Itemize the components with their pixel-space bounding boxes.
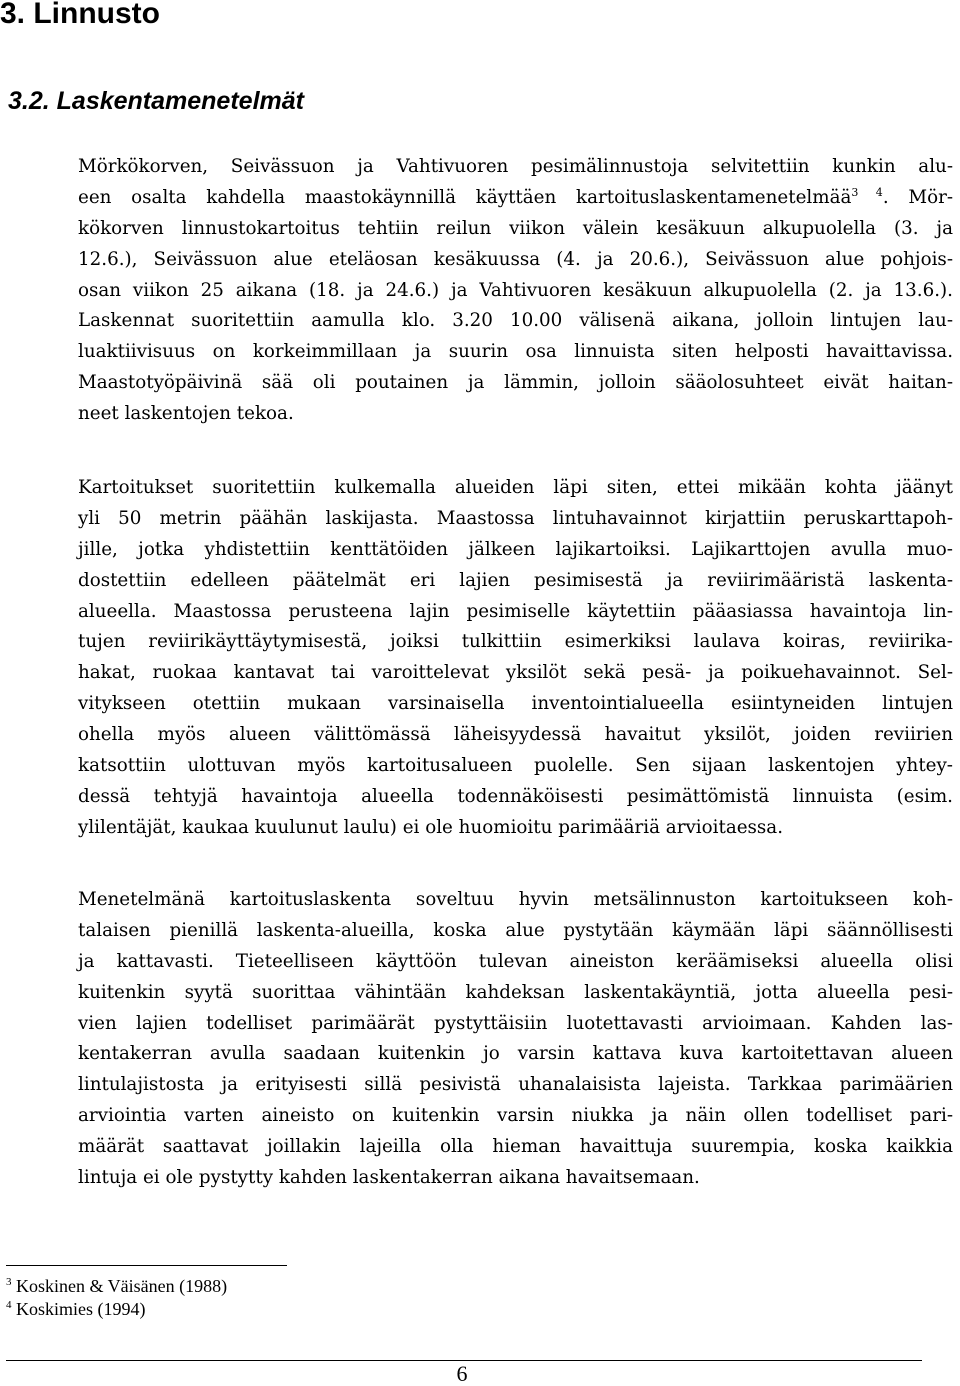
text-line: Kartoitukset suoritettiin kulkemalla alueiden läpi siten, ettei mikään kohta jäänyt [78, 477, 953, 498]
text-line: ohella myös alueen välittömässä läheisyydessä havaitut yksilöt, joiden reviirien [78, 724, 953, 746]
text-line: dostettiin edelleen päätelmät eri lajien pesimisestä ja reviirimääristä laskenta- [78, 569, 953, 591]
paragraph-methods-timing [78, 152, 953, 430]
chapter-heading: 3. Linnusto [0, 0, 160, 30]
text-line: hakat, ruokaa kantavat tai varoittelevat yksilöt sekä pesä- ja poikuehavainnot. Sel- [78, 662, 953, 684]
page-number: 6 [456, 1361, 468, 1386]
paragraph-mapping-procedure [78, 473, 953, 844]
text-line: vien lajien todelliset parimäärät pystyttäisiin luotettavasti arvioimaan. Kahden las- [78, 1012, 953, 1034]
text-line: Menetelmänä kartoituslaskenta soveltuu hyvin metsälinnuston kartoitukseen koh- [78, 889, 953, 910]
text-line: yli 50 metrin päähän laskijasta. Maastossa lintuhavainnot kirjattiin peruskarttapoh- [78, 507, 953, 529]
text-line: ylilentäjät, kaukaa kuulunut laulu) ei ole huomioitu parimääriä arvioitaessa. [78, 816, 784, 838]
text-line: een osalta kahdella maastokäynnillä käyttäen kartoituslaskentamenetelmää$^{3 4}$. Mör- [78, 185, 954, 208]
text-line: Mörkökorven, Seivässuon ja Vahtivuoren pesimälinnustoja selvitettiin kunkin alu- [78, 156, 953, 177]
text-line: Maastotyöpäivinä sää oli poutainen ja lämmin, jolloin sääolosuhteet eivät haitan- [78, 372, 953, 394]
text-line: dessä tehtyjä havaintoja alueella todennäköisesti pesimättömistä linnuista (esim. [78, 785, 953, 807]
text-line: katsottiin ulottuvan myös kartoitusalueen puolelle. Sen sijaan laskentojen yhtey- [78, 755, 953, 777]
text-line: neet laskentojen tekoa. [78, 403, 294, 425]
text-line: kentakerran avulla saadaan kuitenkin jo varsin kattava kuva kartoitettavan alueen [78, 1043, 953, 1065]
text-line: tujen reviirikäyttäytymisestä, joiksi tulkittiin esimerkiksi laulava koiras, reviirika- [78, 631, 953, 653]
footnote-separator [6, 1265, 287, 1266]
text-line: arviointia varten aineisto on kuitenkin varsin niukka ja näin ollen todelliset pari- [78, 1105, 953, 1127]
text-line: määrät saattavat joillakin lajeilla olla hieman havaittuja suurempia, koska kaikkia [78, 1136, 953, 1158]
footnote-4: $^4$ Koskimies (1994) [6, 1299, 146, 1319]
text-line: kökorven linnustokartoitus tehtiin reilun viikon välein kesäkuun alkupuolella (3. ja [78, 217, 953, 239]
section-heading: 3.2. Laskentamenetelmät [8, 87, 304, 115]
text-line: alueella. Maastossa perusteena lajin pesimiselle käytettiin pääasiassa havaintoja lin- [78, 600, 953, 622]
text-line: 12.6.), Seivässuon alue eteläosan kesäkuussa (4. ja 20.6.), Seivässuon alue pohjois- [78, 248, 953, 270]
text-line: Laskennat suoritettiin aamulla klo. 3.20 10.00 välisenä aikana, jolloin lintujen lau- [78, 310, 953, 332]
text-line: lintulajistosta ja erityisesti sillä pesivistä uhanalaisista lajeista. Tarkkaa parimäärien [78, 1074, 953, 1096]
text-line: lintuja ei ole pystytty kahden laskentakerran aikana havaitsemaan. [78, 1167, 700, 1189]
text-line: jille, jotka yhdistettiin kenttätöiden jälkeen lajikartoiksi. Lajikarttojen avulla muo- [78, 538, 953, 560]
text-line: ja kattavasti. Tieteelliseen käyttöön tulevan aineiston keräämiseksi alueella olisi [78, 950, 953, 972]
footnote-reference[interactable]: 3 4 [851, 185, 883, 199]
text-line: vitykseen otettiin mukaan varsinaisella inventointialueella esiintyneiden lintujen [78, 693, 953, 715]
paragraph-method-evaluation [78, 885, 953, 1194]
text-line: luaktiivisuus on korkeimmillaan ja suurin osa linnuista siten helposti havaittavissa. [78, 341, 953, 363]
footnote-3: $^3$ Koskinen & Väisänen (1988) [6, 1276, 228, 1296]
text-line: osan viikon 25 aikana (18. ja 24.6.) ja Vahtivuoren kesäkuun alkupuolella (2. ja 13.6.). [78, 279, 953, 301]
text-line: talaisen pienillä laskenta-alueilla, koska alue pystytään käymään läpi säännöllisesti [78, 919, 953, 941]
text-line: kuitenkin syytä suorittaa vähintään kahdeksan laskentakäyntiä, jotta alueella pesi- [78, 981, 953, 1003]
